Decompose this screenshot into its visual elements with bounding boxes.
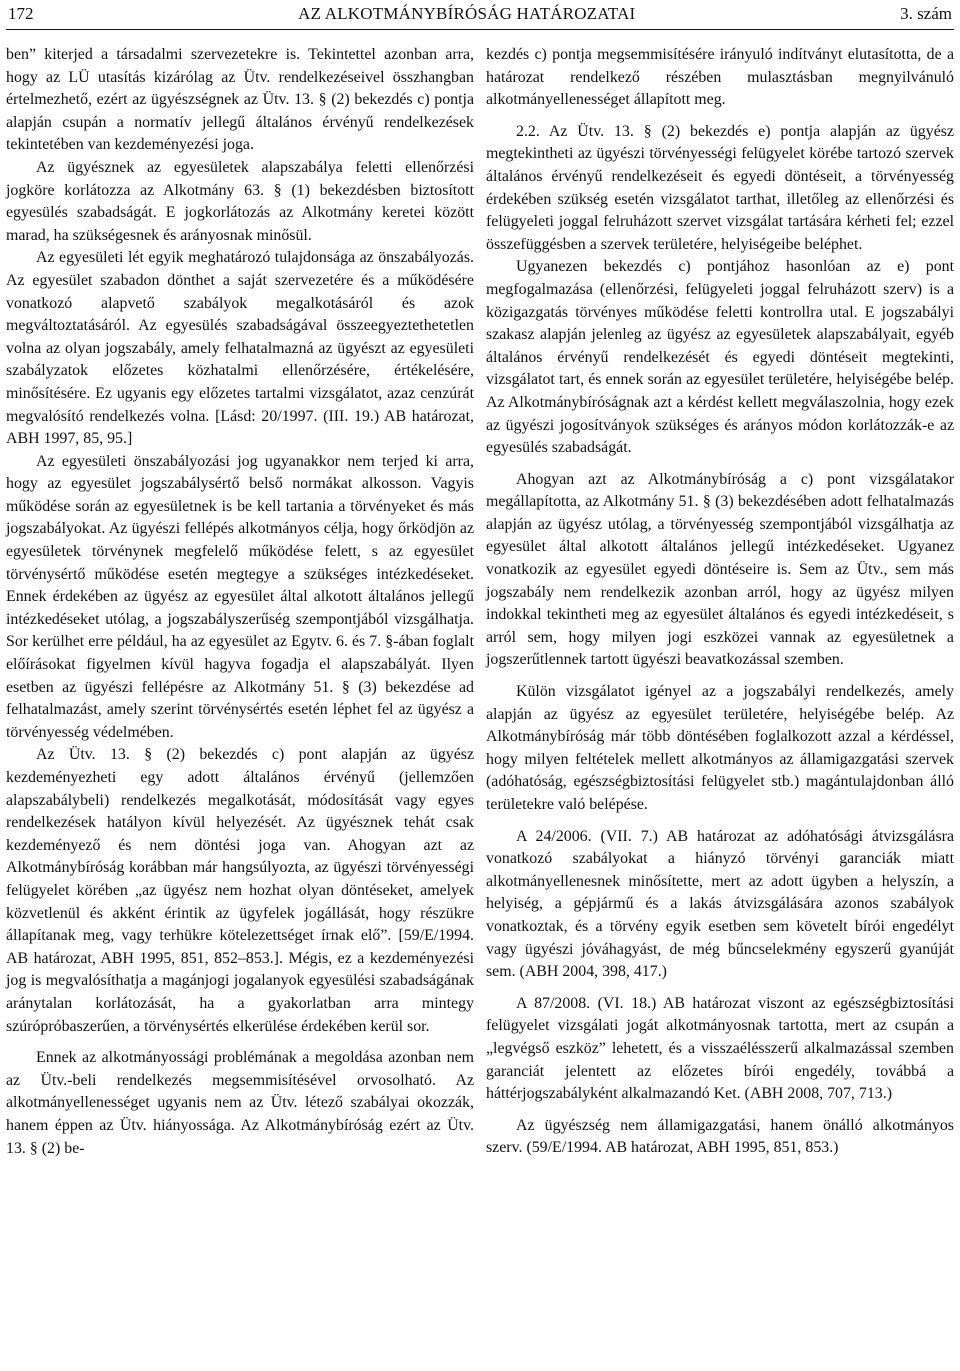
paragraph: kezdés c) pontja megsemmisítésére irányuló indítványt elutasította, de a határozat rendelkező részében mulasztásban megnyilvánuló alkotmányellenességet állapított meg.: [486, 46, 954, 109]
paragraph: Külön vizsgálatot igényel az a jogszabályi rendelkezés, amely alapján az ügyész az egyesület területére, helyiségébe belép. Az Alkotmánybíróság már több döntésében foglalkozott azzal a kérdéssel, hogy milyen feltételek mellett alkotmányos az államigazgatási szervek (adóhatóság, egészségbiztosítási felügyelet stb.) magántulajdonban álló területekre való belépése.: [486, 683, 954, 813]
paragraph: Az Ütv. 13. § (2) bekezdés c) pont alapján az ügyész kezdeményezheti egy adott általános érvényű (jellemzően alapszabálybeli) rendelkezés megalkotását, módosítását vagy egyes rendelkezések hatályon kívül helyezését. Az ügyésznek tehát csak kezdeményező és nem döntési joga van. Ahogyan azt az Alkotmánybíróság korábban már hangsúlyozta, az ügyészi törvényességi felügyelet körében „az ügyész nem hozhat olyan döntéseket, amelyek közvetlenül és akként érintik az ügyfelek jogállását, hogy részükre állapítanak meg, vagy terhükre kötelezettséget írnak elő”. [59/E/1994. AB határozat, ABH 1995, 851, 852–853.]. Mégis, ez a kezdeményezési jog is megvalósíthatja a magánjogi jogalanyok egyesülési szabadságának aránytalan korlátozását, ha a gyakorlatban arra mintegy szúrópróbaszerűen, a törvénysértés elkerülése érdekében kerül sor.: [6, 746, 474, 1035]
paragraph: Az egyesületi önszabályozási jog ugyanakkor nem terjed ki arra, hogy az egyesület jogszabálysértő belső normákat alkosson. Vagyis működése során az egyesületnek is be kell tartania a törvényeket és más jogszabályokat. Az ügyészi fellépés alkotmányos célja, hogy őrködjön az egyesületek törvénynek megfelelő működése felett, s az egyesület törvénysértő működése esetén megtegye a szükséges intézkedéseket. Ennek érdekében az ügyész az egyesület által alkotott általános jellegű intézkedéseket utólag, a jogszabályszerűség szempontjából vizsgálhatja. Sor kerülhet erre például, ha az egyesület az Egytv. 6. és 7. §-ában foglalt előírásokat figyelmen kívül hagyva fogadja el alapszabályát. Ilyen esetben az ügyészi fellépésre az Alkotmány 51. § (3) bekezdése ad felhatalmazást, amely szerint törvénysértés esetén léphet fel az ügyész a törvényesség védelmében.: [6, 452, 474, 741]
header-rule: [6, 29, 954, 30]
text-columns: [6, 44, 954, 1160]
page-number: 172: [8, 4, 34, 23]
right-column: [486, 44, 954, 1160]
paragraph: ben” kiterjed a társadalmi szervezetekre is. Tekintettel azonban arra, hogy az LÜ utasítás kizárólag az Ütv. rendelkezéseivel összhangban értelmezhető, ezért az ügyészségnek az Ütv. 13. § (2) bekezdés c) pontja alapján csupán a normatív jellegű általános érvényű rendelkezések tekintetében van kezdeményezési joga.: [6, 46, 474, 154]
paragraph: Az ügyészség nem államigazgatási, hanem önálló alkotmányos szerv. (59/E/1994. AB határozat, ABH 1995, 851, 853.): [486, 1116, 954, 1157]
paragraph: Ennek az alkotmányossági problémának a megoldása azonban nem az Ütv.-beli rendelkezés megsemmisítésével orvosolható. Az alkotmányellenességet ugyanis nem az Ütv. létező szabályai okozzák, hanem éppen az Ütv. hiányossága. Az Alkotmánybíróság ezért az Ütv. 13. § (2) be-: [6, 1049, 474, 1157]
paragraph: Ahogyan azt az Alkotmánybíróság a c) pont vizsgálatakor megállapította, az Alkotmány 51. § (3) bekezdésében adott felhatalmazás alapján az ügyész utólag, a törvényesség szempontjából vizsgálhatja az egyesület által alkotott általános jellegű intézkedéseket. Ugyanez vonatkozik az egyesület egyedi döntéseire is. Sem az Ütv., sem más jogszabály nem rendelkezik azonban arról, hogy az ügyész milyen indokkal tekintheti meg az egyesület általános és egyedi intézkedéseit, s arról sem, hogy milyen jogi eszközei vannak az egyesületnek a jogszerűtlennek tartott ügyészi beavatkozással szemben.: [486, 470, 954, 669]
left-column: [6, 44, 474, 1160]
paragraph: A 87/2008. (VI. 18.) AB határozat viszont az egészségbiztosítási felügyelet vizsgálati jogát alkotmányosnak tartotta, mert az csupán a „legvégső eszköz” lehetett, és a visszaélésszerű alkalmazással szemben garanciát jelentett az előzetes bírói engedély, továbbá a háttérjogszabályként alkalmazandó Ket. (ABH 2008, 707, 713.): [486, 994, 954, 1103]
paragraph: Az ügyésznek az egyesületek alapszabálya feletti ellenőrzési jogköre korlátozza az Alkotmány 63. § (1) bekezdésben biztosított egyesülés szabadságát. E jogkorlátozás az Alkotmány keretei között marad, ha szükségesnek és arányosnak minősül.: [6, 158, 474, 244]
paragraph: Ugyanezen bekezdés c) pontjához hasonlóan az e) pont megfogalmazása (ellenőrzési, felügyeleti joggal felruházott szerv) is a közigazgatás törvényes működése feletti kontrollra utal. E jogszabályi szakasz alapján jelenleg az ügyész az egyesületek alapszabályait, egyéb általános érvényű rendelkezését és egyedi döntéseit megtekinti, vizsgálatot tart, és ennek során az egyesület területére, helyiségébe belép. Az Alkotmánybíróságnak azt a kérdést kellett megválaszolnia, hogy ezek az ügyészi jogosítványok szükséges és arányos módon korlátozzák-e az egyesülés szabadságát.: [486, 258, 954, 457]
issue-number: 3. szám: [900, 4, 952, 23]
paragraph: Az egyesületi lét egyik meghatározó tulajdonsága az önszabályozás. Az egyesület szabadon dönthet a saját szervezetére és a működésére vonatkozó alapvető szabályok megalkotásáról és azok megváltoztatásáról. Az egyesülés szabadságával összeegyeztethetetlen volna az olyan jogszabály, amely felhatalmazná az ügyészt az egyesületi szabályzatok előzetes közhatalmi ellenőrzésére, értékelésére, minősítésére. Ez ugyanis egy előzetes tartalmi vizsgálatot, azaz cenzúrát megvalósító rendelkezés volna. [Lásd: 20/1997. (III. 19.) AB határozat, ABH 1997, 85, 95.]: [6, 249, 474, 448]
paragraph: 2.2. Az Ütv. 13. § (2) bekezdés e) pontja alapján az ügyész megtekintheti az ügyészi törvényességi felügyelet körébe tartozó szervek általános érvényű rendelkezéseit és egyedi döntéseit, a törvényesség érdekében szükség esetén vizsgálatot tarthat, illetőleg az ellenőrzési és felügyeleti joggal felruházott szervet vizsgálat tartására kérheti fel; ezzel összefüggésben a szervek területére, helyiségeibe beléphet.: [486, 122, 954, 253]
running-title: AZ ALKOTMÁNYBÍRÓSÁG HATÁROZATAI: [298, 4, 636, 23]
paragraph: A 24/2006. (VII. 7.) AB határozat az adóhatósági átvizsgálásra vonatkozó szabályokat a hiányzó törvényi garanciák miatt alkotmányellenesnek minősítette, mert az adott ügyben a helyszín, a helyiség, a gépjármű és a lakás átvizsgálására azonos szabályok vonatkoztak, és a törvény egyik esetben sem követelt bírói engedélyt vagy ügyészi jóváhagyást, de még bűncselekmény egyszerű gyanúját sem. (ABH 2004, 398, 417.): [486, 827, 954, 981]
page-header: [6, 4, 954, 26]
